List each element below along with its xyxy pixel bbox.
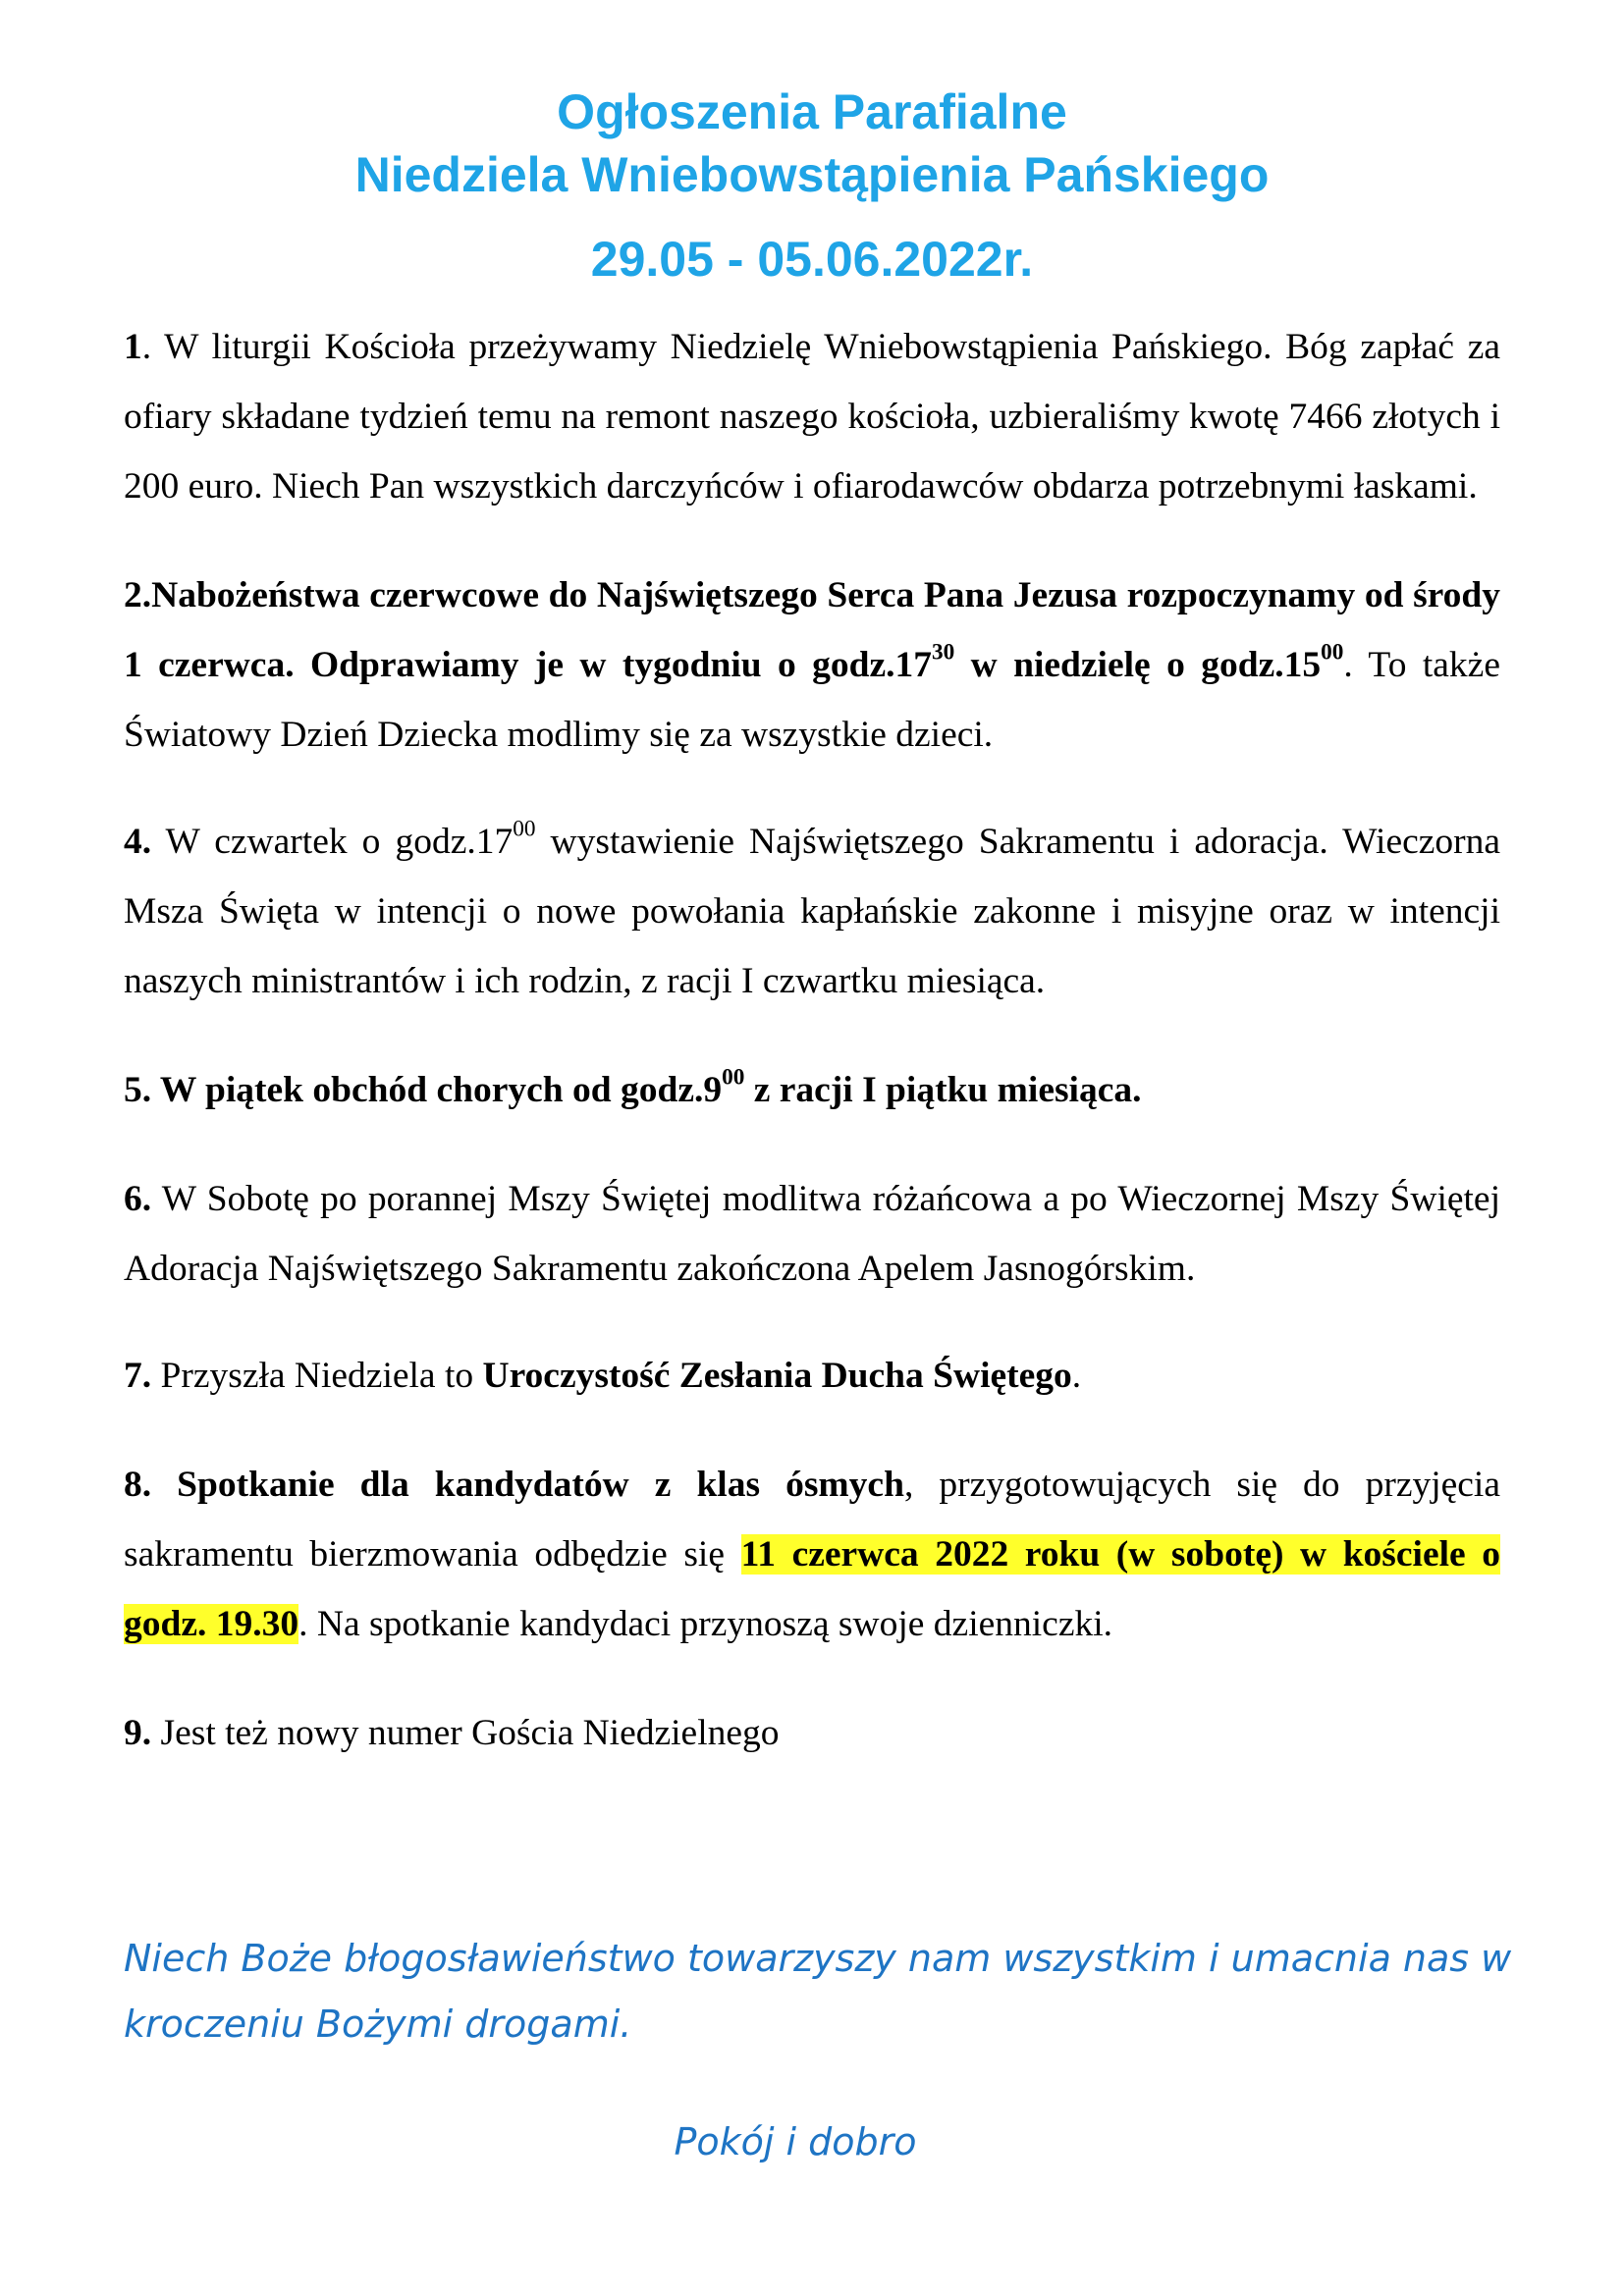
announcement-1 xyxy=(124,312,1500,521)
announcement-4 xyxy=(124,807,1500,1016)
item-number: 2 xyxy=(124,575,142,615)
item-number: 7. xyxy=(124,1356,152,1396)
announcement-text: W czwartek o godz.17 xyxy=(151,822,514,862)
bold-text: Uroczystość Zesłania Ducha Świętego xyxy=(482,1356,1072,1396)
closing-sign: Pokój i dobro xyxy=(674,2120,917,2163)
item-number: 6. xyxy=(124,1179,152,1219)
announcement-text: . xyxy=(1071,1356,1082,1396)
announcement-6 xyxy=(124,1164,1500,1304)
bold-text: 5. W piątek obchód chorych od godz.9 xyxy=(124,1070,723,1110)
announcement-7 xyxy=(124,1341,1500,1411)
time-superscript: 00 xyxy=(513,816,536,842)
page-title: Ogłoszenia Parafialne xyxy=(557,84,1067,139)
bold-text: 8. Spotkanie dla kandydatów z klas ósmych xyxy=(124,1465,904,1505)
announcement-text: , przygotowujących się do przyjęcia sakramentu bierzmowania odbędzie się xyxy=(124,1465,1500,1575)
time-superscript: 00 xyxy=(722,1064,745,1091)
announcement-9 xyxy=(124,1698,1500,1768)
announcement-text: wystawienie Najświętszego Sakramentu i adoracja. Wieczorna Msza Święta w intencji o nowe powołania kapłańskie zakonne i misyjne oraz w intencji naszych ministrantów i ich rodzin, z racji I czwartku miesiąca. xyxy=(124,822,1501,1001)
announcement-5 xyxy=(124,1055,1500,1125)
time-superscript: 30 xyxy=(932,639,955,666)
announcement-text: . To także Światowy Dzień Dziecka modlimy się za wszystkie dzieci. xyxy=(124,645,1500,755)
announcement-text: . Na spotkanie kandydaci przynoszą swoje dzienniczki. xyxy=(298,1604,1113,1644)
item-number: 4. xyxy=(124,822,152,862)
announcement-text: . W liturgii Kościoła przeżywamy Niedzielę Wniebowstąpienia Pańskiego. Bóg zapłać za ofiary składane tydzień temu na remont naszego kościoła, uzbieraliśmy kwotę 7466 złotych i 200 euro. Niech Pan wszystkich darczyńców i ofiarodawców obdarza potrzebnymi łaskami. xyxy=(124,327,1500,507)
item-number: 1 xyxy=(124,327,142,367)
bold-text: .Nabożeństwa czerwcowe do Najświętszego Serca Pana Jezusa rozpoczynamy od środy 1 czerwca. Odprawiamy je w tygodniu o godz.17 xyxy=(124,575,1500,685)
date-range: 29.05 - 05.06.2022r. xyxy=(590,232,1034,287)
announcement-text: Przyszła Niedziela to xyxy=(151,1356,483,1396)
item-number: 9. xyxy=(124,1713,152,1753)
announcement-text: W Sobotę po porannej Mszy Świętej modlitwa różańcowa a po Wieczornej Mszy Świętej Adoracja Najświętszego Sakramentu zakończona Apelem Jasnogórskim. xyxy=(124,1179,1500,1289)
bold-text: w niedzielę o godz.15 xyxy=(954,645,1322,685)
closing-blessing: Niech Boże błogosławieństwo towarzyszy nam wszystkim i umacnia nas w kroczeniu Bożymi drogami. xyxy=(124,1937,1512,2046)
announcement-2 xyxy=(124,561,1500,770)
announcements-body xyxy=(124,312,1500,1768)
announcement-text: Jest też nowy numer Gościa Niedzielnego xyxy=(151,1713,780,1753)
announcement-8 xyxy=(124,1450,1500,1659)
bold-text: z racji I piątku miesiąca. xyxy=(744,1070,1142,1110)
time-superscript: 00 xyxy=(1321,639,1344,666)
highlighted-date: 11 czerwca 2022 roku (w sobotę) w kościele o godz. 19.30 xyxy=(124,1534,1500,1644)
page-subtitle: Niedziela Wniebowstąpienia Pańskiego xyxy=(354,147,1270,202)
